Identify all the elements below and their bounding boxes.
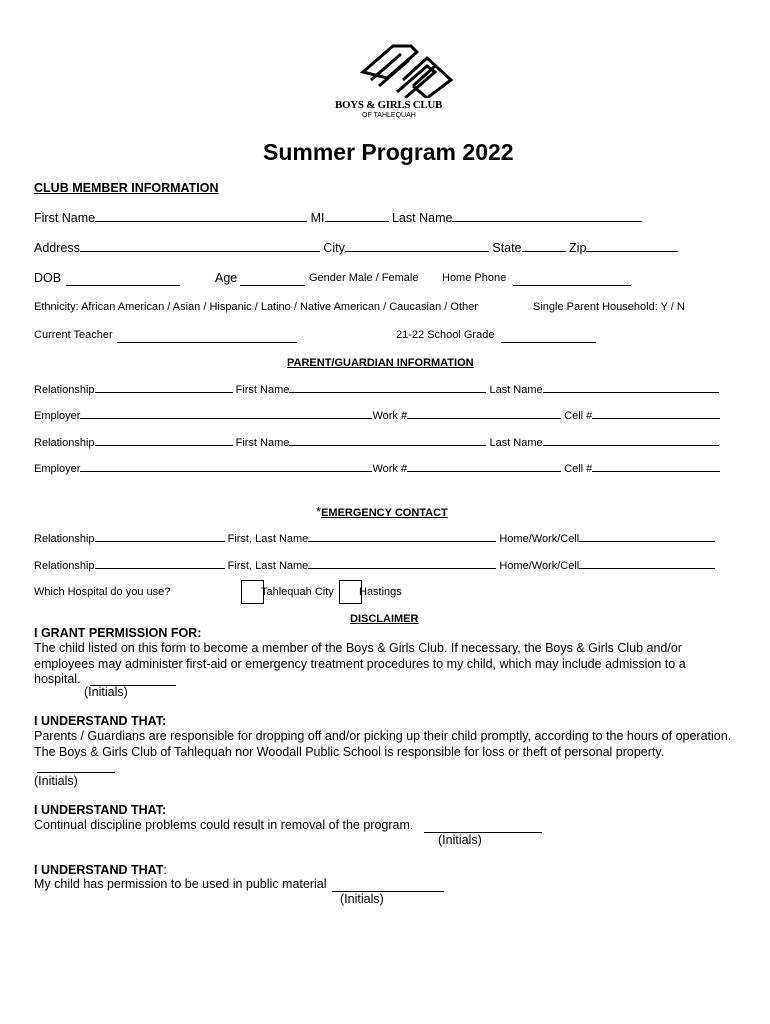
school-grade-label: 21-22 School Grade xyxy=(396,329,495,341)
address-label: Address xyxy=(34,241,80,255)
first-last-label: First, Last Name xyxy=(227,533,309,545)
understand1-initials-label: (Initials) xyxy=(34,774,78,788)
understand2-initials-label: (Initials) xyxy=(438,833,482,847)
first-name-label: First Name xyxy=(235,384,290,396)
age-label: Age xyxy=(215,271,238,285)
hands-logo-icon xyxy=(357,42,457,98)
mi-field[interactable] xyxy=(325,220,389,222)
emergency1-name-field[interactable] xyxy=(308,540,496,542)
parent2-first-name-field[interactable] xyxy=(289,444,486,446)
emergency2-name-field[interactable] xyxy=(308,567,496,569)
home-phone-label: Home Phone xyxy=(442,272,507,284)
parent1-relationship-row xyxy=(34,384,719,396)
city-label: City xyxy=(323,241,345,255)
first-last-label: First, Last Name xyxy=(227,560,309,572)
parent2-work-field[interactable] xyxy=(407,470,561,472)
zip-label: Zip xyxy=(569,241,587,255)
work-label: Work # xyxy=(372,410,408,422)
disclaimer-heading: DISCLAIMER xyxy=(350,613,419,625)
dob-field[interactable] xyxy=(66,284,180,286)
work-label: Work # xyxy=(372,463,408,475)
phone-label: Home/Work/Cell xyxy=(499,560,580,572)
hastings-label: Hastings xyxy=(359,586,402,598)
parent1-relationship-field[interactable] xyxy=(95,391,233,393)
mi-label: MI xyxy=(310,211,325,225)
emergency-heading-text: EMERGENCY CONTACT xyxy=(321,507,448,519)
state-label: State xyxy=(492,241,522,255)
cell-label: Cell # xyxy=(564,463,593,475)
cell-label: Cell # xyxy=(564,410,593,422)
grant-initials-label: (Initials) xyxy=(84,685,128,699)
school-grade-field[interactable] xyxy=(501,341,596,343)
first-name-label: First Name xyxy=(34,211,96,225)
understand3-heading xyxy=(34,863,167,877)
logo-subtitle: OF TAHLEQUAH xyxy=(362,112,416,119)
relationship-label: Relationship xyxy=(34,533,95,545)
parent2-last-name-field[interactable] xyxy=(543,444,719,446)
city-field[interactable] xyxy=(345,250,489,252)
parent2-relationship-row xyxy=(34,437,719,449)
understand1-initials-field[interactable] xyxy=(37,771,115,773)
parent2-employer-field[interactable] xyxy=(80,470,372,472)
parent2-cell-field[interactable] xyxy=(592,470,720,472)
grant-text: The child listed on this form to become a member of the Boys & Girls Club. If necessary, the Boys & Girls Club and/or employees may administer first-aid or emergency treatment procedures to my child, which may include admission to a hospital. xyxy=(34,641,686,686)
emergency1-phone-field[interactable] xyxy=(579,540,715,542)
parent-section-heading: PARENT/GUARDIAN INFORMATION xyxy=(287,357,474,369)
current-teacher-label: Current Teacher xyxy=(34,329,113,341)
last-name-label: Last Name xyxy=(489,384,543,396)
understand2-text: Continual discipline problems could result in removal of the program. xyxy=(34,818,414,832)
parent2-relationship-field[interactable] xyxy=(95,444,233,446)
emergency-heading xyxy=(316,504,448,519)
home-phone-field[interactable] xyxy=(513,284,631,286)
single-parent-label: Single Parent Household: Y / N xyxy=(533,301,685,313)
age-field[interactable] xyxy=(240,284,305,286)
understand3-text: My child has permission to be used in public material xyxy=(34,877,327,891)
understand3-heading-text: I UNDERSTAND THAT xyxy=(34,863,164,877)
dob-label: DOB xyxy=(34,271,62,285)
tahlequah-city-label: Tahlequah City xyxy=(261,586,334,598)
current-teacher-field[interactable] xyxy=(117,341,297,343)
emergency2-phone-field[interactable] xyxy=(579,567,715,569)
employer-label: Employer xyxy=(34,463,81,475)
relationship-label: Relationship xyxy=(34,560,95,572)
hospital-question: Which Hospital do you use? xyxy=(34,586,171,598)
emergency-asterisk: * xyxy=(316,504,322,519)
understand3-colon: : xyxy=(163,863,167,877)
parent1-cell-field[interactable] xyxy=(592,417,720,419)
member-section-heading: CLUB MEMBER INFORMATION xyxy=(34,181,219,195)
understand2-heading: I UNDERSTAND THAT: xyxy=(34,803,167,817)
relationship-label: Relationship xyxy=(34,384,95,396)
last-name-label: Last Name xyxy=(391,211,453,225)
relationship-label: Relationship xyxy=(34,437,95,449)
address-field[interactable] xyxy=(80,250,320,252)
parent1-employer-field[interactable] xyxy=(80,417,372,419)
first-name-field[interactable] xyxy=(95,220,307,222)
parent1-work-field[interactable] xyxy=(407,417,561,419)
parent1-first-name-field[interactable] xyxy=(289,391,486,393)
club-logo xyxy=(335,42,455,122)
parent2-employer-row xyxy=(34,463,720,475)
parent1-last-name-field[interactable] xyxy=(543,391,719,393)
zip-field[interactable] xyxy=(586,250,678,252)
last-name-field[interactable] xyxy=(452,220,642,222)
gender-label: Gender Male / Female xyxy=(309,272,419,284)
parent1-employer-row xyxy=(34,410,720,422)
ethnicity-label: Ethnicity: African American / Asian / Hispanic / Latino / Native American / Caucasian / Other xyxy=(34,301,478,313)
understand1-text: Parents / Guardians are responsible for dropping off and/or picking up their child promptly, according to the hours of operation. The Boys & Girls Club of Tahlequah nor Woodall Public School is responsible for loss or theft of personal property. xyxy=(34,729,732,759)
emergency2-relationship-field[interactable] xyxy=(95,567,225,569)
member-address-row xyxy=(34,241,678,255)
emergency2-row xyxy=(34,560,715,572)
grant-heading: I GRANT PERMISSION FOR: xyxy=(34,626,202,640)
logo-name: BOYS & GIRLS CLUB xyxy=(335,99,443,111)
understand1-heading: I UNDERSTAND THAT: xyxy=(34,714,167,728)
emergency1-row xyxy=(34,533,715,545)
member-name-row xyxy=(34,211,642,225)
emergency1-relationship-field[interactable] xyxy=(95,540,225,542)
understand3-initials-label: (Initials) xyxy=(340,892,384,906)
last-name-label: Last Name xyxy=(489,437,543,449)
phone-label: Home/Work/Cell xyxy=(499,533,580,545)
first-name-label: First Name xyxy=(235,437,290,449)
state-field[interactable] xyxy=(522,250,566,252)
page-title: Summer Program 2022 xyxy=(263,139,514,165)
employer-label: Employer xyxy=(34,410,81,422)
